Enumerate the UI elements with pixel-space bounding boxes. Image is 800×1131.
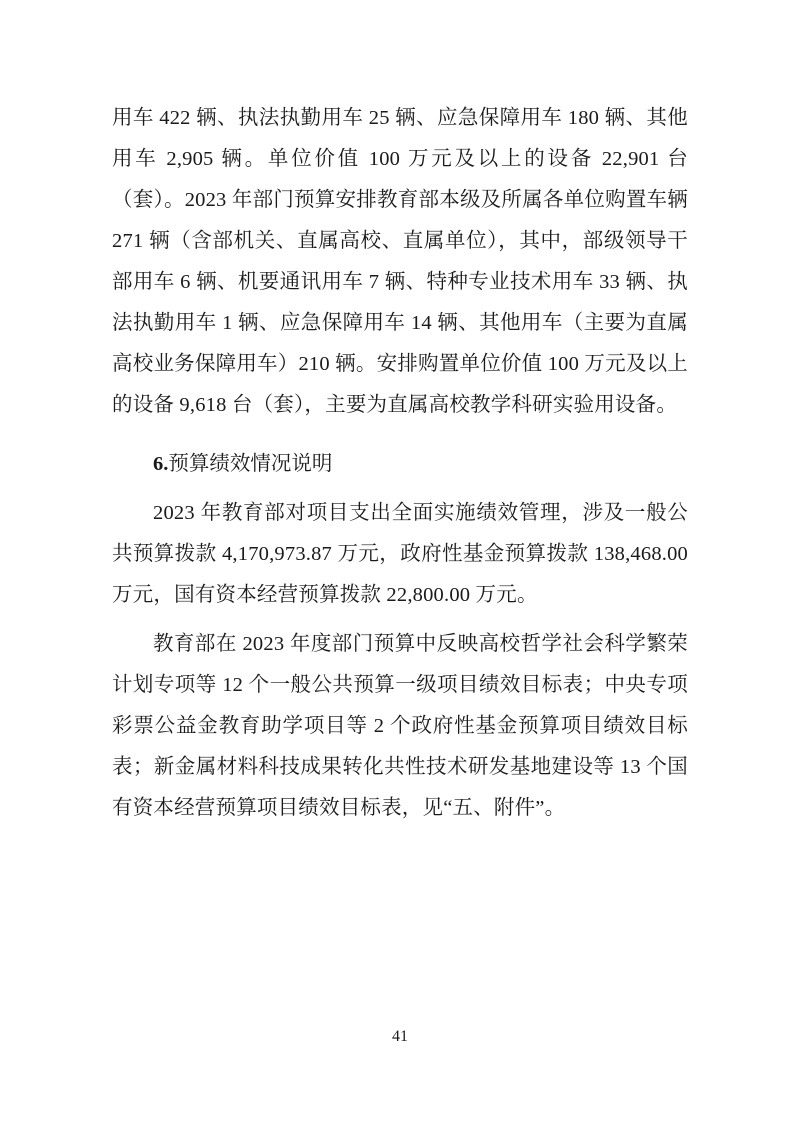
body-paragraph-2: 2023 年教育部对项目支出全面实施绩效管理，涉及一般公共预算拨款 4,170,973.87 万元，政府性基金预算拨款 138,468.00 万元，国有资本经营预算拨款 22,800.00 万元。 (112, 502, 688, 606)
heading-spacer (112, 485, 688, 493)
page-content (112, 98, 688, 829)
body-paragraph-1: 用车 422 辆、执法执勤用车 25 辆、应急保障用车 180 辆、其他用车 2,905 辆。单位价值 100 万元及以上的设备 22,901 台（套）。2023 年部门预算安排教育部本级及所属各单位购置车辆 271 辆（含部机关、直属高校、直属单位），其中，部级领导干部用车 6 辆、机要通讯用车 7 辆、特种专业技术用车 33 辆、执法执勤用车 1 辆、应急保障用车 14 辆、其他用车（主要为直属高校业务保障用车）210 辆。安排购置单位价值 100 万元及以上的设备 9,618 台（套），主要为直属高校教学科研实验用设备。 (112, 107, 688, 416)
paragraph-spacer (112, 426, 688, 444)
section-heading (112, 444, 688, 485)
page-number: 41 (392, 1028, 408, 1045)
section-heading-text: 预算绩效情况说明 (168, 453, 333, 475)
section-heading-number: 6. (153, 453, 169, 475)
body-paragraph-3: 教育部在 2023 年度部门预算中反映高校哲学社会科学繁荣计划专项等 12 个一般公共预算一级项目绩效目标表；中央专项彩票公益金教育助学项目等 2 个政府性基金预算项目绩效目标表；新金属材料科技成果转化共性技术研发基地建设等 13 个国有资本经营预算项目绩效目标表，见“五、附件”。 (112, 633, 688, 819)
paragraph-spacer-2 (112, 616, 688, 624)
